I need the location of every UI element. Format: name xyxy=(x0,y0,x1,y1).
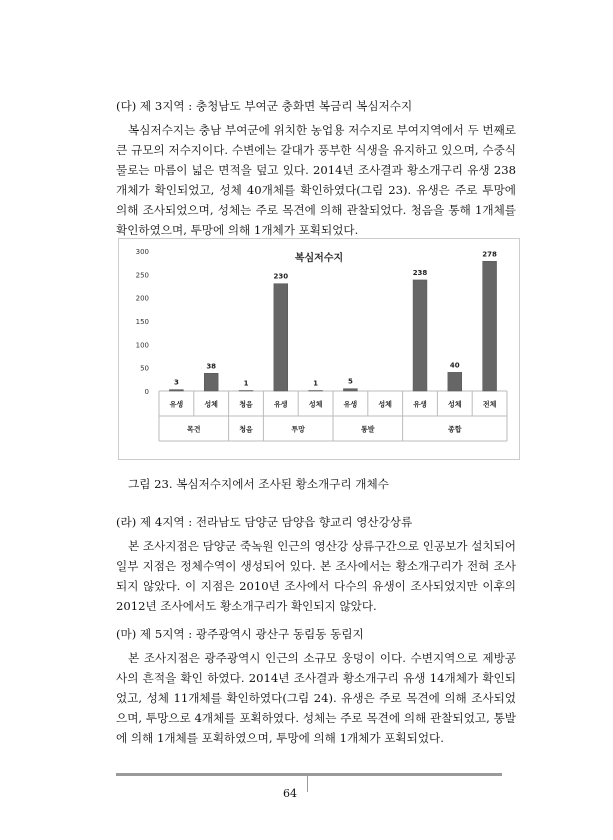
x-tick-label: 성체 xyxy=(308,400,323,409)
group-label: 투망 xyxy=(291,425,305,434)
y-tick-label: 100 xyxy=(135,341,149,350)
group-label: 목견 xyxy=(187,425,201,434)
section-region-5 xyxy=(116,624,516,748)
y-tick-label: 0 xyxy=(144,388,149,396)
bar xyxy=(483,261,497,391)
x-tick-label: 성체 xyxy=(378,400,392,409)
data-label: 230 xyxy=(273,272,289,281)
section-region-3 xyxy=(116,96,516,240)
x-tick-label: 성체 xyxy=(448,400,462,409)
x-tick-label: 유생 xyxy=(343,400,358,409)
data-label: 238 xyxy=(412,268,428,277)
footer-divider xyxy=(116,773,502,776)
bar-chart xyxy=(118,238,520,460)
x-tick-label: 유생 xyxy=(169,400,184,409)
data-label: 38 xyxy=(206,362,217,371)
y-tick-label: 200 xyxy=(135,294,149,303)
bar xyxy=(413,280,427,391)
x-tick-label: 성체 xyxy=(204,400,218,409)
y-tick-label: 250 xyxy=(135,271,149,280)
y-tick-label: 300 xyxy=(135,248,149,256)
y-tick-label: 150 xyxy=(135,318,149,326)
chart-title: 복심저수지 xyxy=(294,253,344,264)
bar xyxy=(169,390,183,391)
page-number: 64 xyxy=(283,787,297,800)
section-region-4 xyxy=(116,512,516,616)
data-label: 40 xyxy=(449,361,460,370)
group-label: 청음 xyxy=(239,425,253,434)
section-heading: (다) 제 3지역 : 충청남도 부여군 충화면 복금리 복심저수지 xyxy=(116,99,413,113)
y-tick-label: 50 xyxy=(140,364,149,373)
group-label: 종합 xyxy=(448,425,462,434)
bar xyxy=(343,389,357,391)
data-label: 5 xyxy=(347,377,353,386)
bar xyxy=(274,284,288,391)
data-label: 1 xyxy=(243,379,249,388)
figure-caption: 그림 23. 복심저수지에서 조사된 황소개구리 개체수 xyxy=(128,477,389,491)
data-label: 3 xyxy=(173,378,179,387)
x-tick-label: 전체 xyxy=(482,400,497,409)
section-paragraph: 복심저수지는 충남 부여군에 위치한 농업용 저수지로 부여지역에서 두 번째로 큰 규모의 저수지이다. 수변에는 갈대가 풍부한 식생을 유지하고 있으며, 수중식물로는 마름이 넓은 면적을 덮고 있다. 2014년 조사결과 황소개구리 유생 238개체가 확인되었고, 성체 40개체를 확인하였다(그림 23). 유생은 주로 투망에 의해 조사되었으며, 성체는 주로 목견에 의해 관찰되었다. 청음을 통해 1개체를 확인하였으며, 투망에 의해 1개체가 포획되었다. xyxy=(116,123,516,237)
section-heading: (라) 제 4지역 : 전라남도 담양군 담양읍 향교리 영산강상류 xyxy=(116,515,413,529)
x-tick-label: 유생 xyxy=(274,400,288,409)
section-paragraph: 본 조사지점은 광주광역시 인근의 소규모 웅덩이 이다. 수변지역으로 제방공사의 흔적을 확인 하였다. 2014년 조사결과 황소개구리 유생 14개체가 확인되었고, 성체 11개체를 확인하였다(그림 24). 유생은 주로 목견에 의해 조사되었으며, 투망으로 4개체를 포획하였다. 성체는 주로 목견에 의해 관찰되었고, 통발에 의해 1개체를 포획하였으며, 투망에 의해 1개체가 포획되었다. xyxy=(116,651,516,745)
section-heading: (마) 제 5지역 : 광주광역시 광산구 동림동 동림지 xyxy=(116,627,364,641)
data-label: 1 xyxy=(313,379,319,388)
x-tick-label: 청음 xyxy=(239,400,253,409)
bar xyxy=(204,373,218,391)
group-label: 통발 xyxy=(361,425,375,434)
data-label: 278 xyxy=(482,250,497,259)
bar xyxy=(448,372,462,391)
x-tick-label: 유생 xyxy=(413,400,427,409)
section-paragraph: 본 조사지점은 담양군 죽녹원 인근의 영산강 상류구간으로 인공보가 설치되어 일부 지점은 정체수역이 생성되어 있다. 본 조사에서는 황소개구리가 전혀 조사되지 않았다. 이 지점은 2010년 조사에서 다수의 유생이 조사되었지만 이후의 2012년 조사에서도 황소개구리가 확인되지 않았다. xyxy=(116,539,516,613)
